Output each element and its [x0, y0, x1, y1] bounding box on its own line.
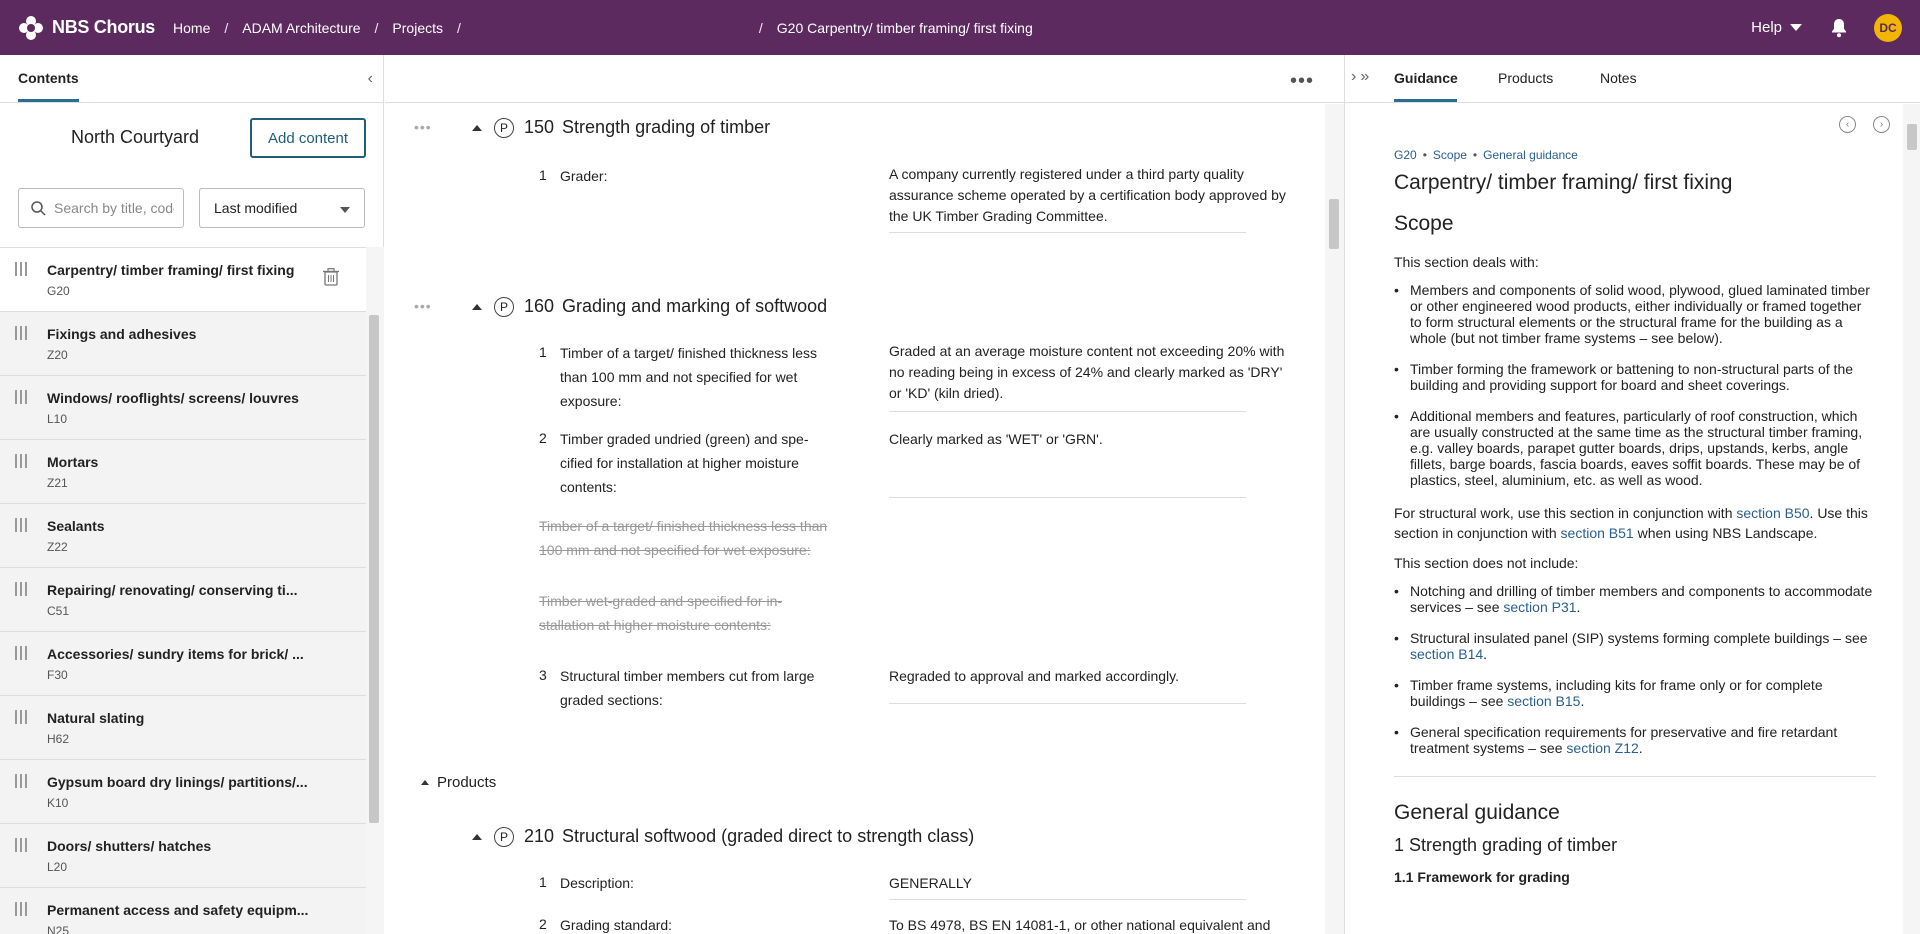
- previous-icon[interactable]: ‹: [1839, 116, 1856, 133]
- guidance-title: Carpentry/ timber framing/ first fixing: [1394, 171, 1733, 194]
- add-content-button[interactable]: Add content: [250, 118, 366, 158]
- list-item-code: N25: [47, 924, 70, 934]
- clause-number: 150: [524, 117, 555, 137]
- list-item-code: Z21: [47, 476, 68, 490]
- chevron-down-icon: [1790, 24, 1802, 31]
- paragraph-text: For structural work, use this section in conjunction with: [1394, 505, 1733, 521]
- active-tab-indicator: [18, 99, 79, 102]
- guidance-subheading: 1 Strength grading of timber: [1394, 835, 1618, 855]
- project-name: North Courtyard: [71, 127, 200, 147]
- clause-header[interactable]: [414, 117, 771, 138]
- list-item: [1394, 677, 1876, 709]
- collapse-triangle-icon[interactable]: [472, 304, 482, 310]
- list-item[interactable]: [0, 632, 366, 696]
- list-item-text: .: [1580, 693, 1585, 709]
- more-options-icon[interactable]: •••: [1289, 70, 1314, 92]
- list-item: • Additional members and features, particularly of roof construction, which are usually constructed at the same time as the structural timber framing, e.g. valley boards, parapet gutter boards, drips, upstands, kerbs, angle fillets, barge boards, fascia boards, eaves soffit boards. These may be of plastics, steel, aluminium, etc. as well as wood.: [1394, 408, 1876, 488]
- editor-scrollbar-thumb[interactable]: [1329, 199, 1339, 249]
- breadcrumb-separator: /: [224, 19, 229, 36]
- deals-with-list: [1394, 282, 1876, 488]
- deleted-text: Timber wet-graded and specified for in-stallation at higher moisture contents:: [539, 593, 783, 633]
- list-item-code: L10: [47, 412, 68, 426]
- drag-handle-icon[interactable]: [15, 326, 29, 342]
- guidance-crumb-code[interactable]: G20: [1394, 148, 1417, 162]
- row-value[interactable]: GENERALLY: [889, 875, 972, 891]
- row-value[interactable]: A company currently registered under a third party quality assurance scheme operated by a certification body approved by the UK Timber Grading Committee.: [889, 166, 1286, 224]
- list-item-title: Accessories/ sundry items for brick/ ...: [47, 646, 304, 662]
- list-item-code: Z20: [47, 348, 68, 362]
- tab-notes[interactable]: Notes: [1600, 70, 1637, 86]
- clause-header[interactable]: [472, 826, 974, 847]
- value-underline: [889, 703, 1246, 704]
- drag-handle-icon[interactable]: [15, 710, 29, 726]
- trash-icon[interactable]: [323, 268, 339, 286]
- drag-handle-icon[interactable]: [15, 582, 29, 598]
- value-underline: [889, 497, 1246, 498]
- guidance-subsubheading: 1.1 Framework for grading: [1394, 869, 1570, 885]
- list-item[interactable]: [0, 312, 366, 376]
- row-key: Timber of a target/ finished thickness less than 100 mm and not specified for wet exposure:: [560, 345, 818, 409]
- search-input[interactable]: [54, 200, 174, 216]
- breadcrumb-separator: /: [457, 19, 461, 36]
- row-number: 1: [539, 167, 547, 183]
- sort-select[interactable]: [199, 188, 365, 228]
- next-icon[interactable]: ›: [1873, 116, 1890, 133]
- list-item-text: General specification requirements for preservative and fire retardant treatment systems – see: [1410, 724, 1838, 756]
- divider: [1394, 776, 1876, 777]
- deleted-text: Timber of a target/ finished thickness less than 100 mm and not specified for wet exposure:: [539, 518, 828, 558]
- not-include-intro: This section does not include:: [1394, 555, 1579, 571]
- list-item[interactable]: [0, 376, 366, 440]
- collapse-triangle-icon[interactable]: [472, 834, 482, 840]
- list-item-code: K10: [47, 796, 69, 810]
- clause-title: Strength grading of timber: [562, 117, 771, 137]
- breadcrumb-organisation[interactable]: ADAM Architecture: [242, 19, 361, 36]
- section-b14-link[interactable]: section B14: [1410, 646, 1484, 662]
- list-item-text: Structural insulated panel (SIP) systems forming complete buildings – see: [1410, 630, 1868, 646]
- list-item-text: .: [1576, 599, 1581, 615]
- row-value[interactable]: Clearly marked as 'WET' or 'GRN'.: [889, 431, 1103, 447]
- section-z12-link[interactable]: section Z12: [1566, 740, 1639, 756]
- list-item: [1394, 583, 1876, 615]
- section-b51-link[interactable]: section B51: [1560, 525, 1634, 541]
- collapse-panel-icon[interactable]: ‹: [367, 70, 373, 87]
- top-bar: [0, 0, 1920, 55]
- list-item[interactable]: [0, 760, 366, 824]
- guidance-crumb-general[interactable]: General guidance: [1483, 148, 1578, 162]
- drag-handle-icon[interactable]: [15, 774, 29, 790]
- list-item-title: Windows/ rooflights/ screens/ louvres: [47, 390, 299, 406]
- scope-heading: Scope: [1394, 212, 1454, 235]
- search-icon: [31, 201, 46, 216]
- list-item: [1394, 724, 1876, 756]
- breadcrumb-home[interactable]: Home: [173, 19, 211, 36]
- list-item-title: Gypsum board dry linings/ partitions/...: [47, 774, 308, 790]
- list-item: • Members and components of solid wood, plywood, glued laminated timber or other engineered wood products, either individually or framed together to form structural elements or the structural frame for the building as a whole (but not timber frame systems – see below).: [1394, 282, 1876, 346]
- list-item-code: C51: [47, 604, 70, 618]
- guidance-breadcrumb: G20 • Scope • General guidance: [1394, 148, 1578, 162]
- collapse-triangle-icon[interactable]: [421, 780, 429, 785]
- list-item[interactable]: [0, 504, 366, 568]
- tab-guidance[interactable]: Guidance: [1394, 70, 1458, 86]
- list-item-code: H62: [47, 732, 70, 746]
- section-b50-link[interactable]: section B50: [1736, 505, 1810, 521]
- tab-contents[interactable]: Contents: [18, 70, 79, 86]
- clause-drag-handle-icon[interactable]: •••: [414, 119, 432, 135]
- scope-intro: This section deals with:: [1394, 254, 1539, 270]
- list-item-title: Mortars: [47, 454, 99, 470]
- guidance-scrollbar-thumb[interactable]: [1907, 124, 1917, 150]
- avatar[interactable]: DC: [1874, 14, 1902, 42]
- list-item-title: Carpentry/ timber framing/ first fixing: [47, 262, 295, 278]
- performance-badge: P: [494, 118, 514, 138]
- expand-panel-icon[interactable]: ›»: [1351, 68, 1374, 85]
- clause-number: 210: [524, 826, 555, 846]
- drag-handle-icon[interactable]: [15, 838, 29, 854]
- list-item-title: Fixings and adhesives: [47, 326, 197, 342]
- row-number: 2: [539, 916, 547, 932]
- not-include-list: [1394, 583, 1876, 756]
- list-item[interactable]: [0, 696, 366, 760]
- products-label: Products: [437, 774, 497, 791]
- guidance-panel: [1344, 55, 1920, 934]
- row-value[interactable]: Graded at an average moisture content not exceeding 20% with no reading being in excess of 24% and clearly marked as 'DRY' or 'KD' (kiln dried).: [889, 343, 1285, 401]
- paragraph-text: . Use this section in conjunction with: [1394, 505, 1868, 541]
- chevron-down-icon: [340, 207, 350, 213]
- drag-handle-icon[interactable]: [15, 390, 29, 406]
- clause-title: Grading and marking of softwood: [562, 296, 828, 316]
- drag-handle-icon[interactable]: [15, 454, 29, 470]
- list-item: • Timber forming the framework or battening to non-structural parts of the building and providing support for board and sheet coverings.: [1394, 361, 1876, 393]
- help-menu[interactable]: [1751, 19, 1802, 36]
- list-item-code: G20: [47, 284, 70, 298]
- help-label: Help: [1751, 19, 1782, 36]
- row-value[interactable]: To BS 4978, BS EN 14081-1, or other national equivalent and: [889, 917, 1271, 933]
- list-item-code: L20: [47, 860, 68, 874]
- list-item-text: Notching and drilling of timber members and components to accommodate services – see: [1410, 583, 1873, 615]
- value-underline: [889, 411, 1246, 412]
- list-item-title: Doors/ shutters/ hatches: [47, 838, 212, 854]
- paragraph-text: when using NBS Landscape.: [1633, 525, 1818, 541]
- list-item-text: Timber frame systems, including kits for frame only or for complete buildings – see: [1410, 677, 1823, 709]
- performance-badge: P: [494, 827, 514, 847]
- breadcrumb-separator: /: [374, 19, 379, 36]
- row-key: Description:: [560, 875, 634, 891]
- list-item-text: .: [1638, 740, 1643, 756]
- clause-header[interactable]: [414, 296, 828, 317]
- list-item-title: Permanent access and safety equipm...: [47, 902, 309, 918]
- drag-handle-icon[interactable]: [15, 518, 29, 534]
- collapse-triangle-icon[interactable]: [472, 125, 482, 131]
- drag-handle-icon[interactable]: [15, 902, 29, 918]
- list-item-text: .: [1483, 646, 1488, 662]
- breadcrumb-projects[interactable]: Projects: [392, 19, 443, 36]
- clause-drag-handle-icon[interactable]: •••: [414, 298, 432, 314]
- contents-scrollbar-thumb[interactable]: [369, 315, 379, 823]
- guidance-crumb-scope[interactable]: Scope: [1432, 148, 1467, 162]
- list-item[interactable]: [0, 440, 366, 504]
- drag-handle-icon[interactable]: [15, 262, 29, 278]
- row-key: Grader:: [560, 168, 608, 184]
- row-key: Timber graded undried (green) and spe-cified for installation at higher moisture contents:: [560, 431, 809, 495]
- active-tab-indicator: [1394, 99, 1457, 102]
- list-item-code: F30: [47, 668, 68, 682]
- list-item-title: Natural slating: [47, 710, 145, 726]
- section-b15-link[interactable]: section B15: [1507, 693, 1581, 709]
- value-underline: [889, 899, 1246, 900]
- contents-panel: [0, 55, 384, 934]
- nbs-logo-icon: [18, 15, 44, 41]
- list-item-code: Z22: [47, 540, 68, 554]
- contents-list: [0, 247, 366, 934]
- breadcrumb-separator: /: [758, 19, 763, 36]
- tab-products[interactable]: Products: [1498, 70, 1554, 86]
- breadcrumb: [173, 20, 1047, 36]
- general-guidance-heading: General guidance: [1394, 801, 1560, 824]
- list-item[interactable]: [0, 248, 366, 312]
- guidance-content: [1394, 147, 1876, 885]
- row-number: 1: [539, 344, 547, 360]
- row-number: 1: [539, 874, 547, 890]
- bell-icon[interactable]: [1830, 18, 1848, 38]
- list-item[interactable]: [0, 888, 366, 934]
- row-number: 3: [539, 667, 547, 683]
- row-value[interactable]: Regraded to approval and marked accordingly.: [889, 668, 1180, 684]
- row-key: Structural timber members cut from large graded sections:: [560, 668, 815, 708]
- specification-editor: [385, 55, 1344, 934]
- guidance-scrollbar[interactable]: [1903, 104, 1920, 934]
- value-underline: [889, 232, 1246, 233]
- performance-badge: P: [494, 297, 514, 317]
- list-item-title: Sealants: [47, 518, 105, 534]
- app-name: NBS Chorus: [52, 17, 156, 37]
- search-box[interactable]: [18, 188, 184, 228]
- products-section-header[interactable]: [421, 774, 496, 791]
- list-item[interactable]: [0, 568, 366, 632]
- row-key: Grading standard:: [560, 917, 673, 933]
- section-p31-link[interactable]: section P31: [1503, 599, 1577, 615]
- list-item-title: Repairing/ renovating/ conserving ti...: [47, 582, 298, 598]
- list-item: [1394, 630, 1876, 662]
- clause-title: Structural softwood (graded direct to strength class): [562, 826, 975, 846]
- sort-value: Last modified: [214, 200, 298, 216]
- breadcrumb-current-section: G20 Carpentry/ timber framing/ first fixing: [776, 19, 1033, 36]
- drag-handle-icon[interactable]: [15, 646, 29, 662]
- nbs-chorus-logo[interactable]: [18, 15, 155, 41]
- row-number: 2: [539, 430, 547, 446]
- clause-number: 160: [524, 296, 555, 316]
- structural-paragraph: [1394, 503, 1876, 543]
- list-item[interactable]: [0, 824, 366, 888]
